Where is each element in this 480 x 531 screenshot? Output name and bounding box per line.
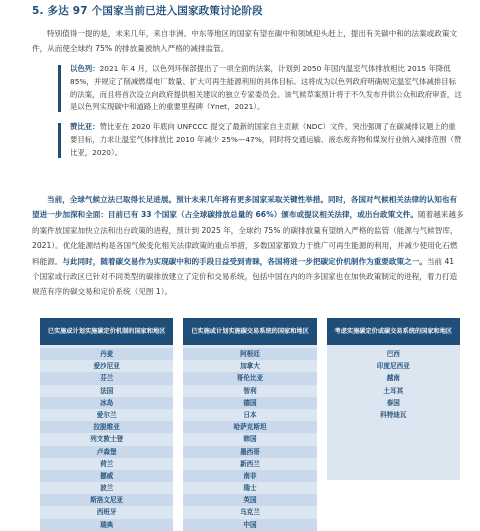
country-cell: 印度尼西亚: [376, 362, 410, 371]
country-cell: 列支敦士登: [90, 435, 124, 444]
callout-zambia: [58, 121, 463, 159]
country-cell: 乌克兰: [240, 508, 260, 517]
country-cell: 科特迪瓦: [380, 410, 407, 419]
column-header: 已实施或计划实施碳定价机制的国家和地区: [40, 318, 173, 345]
country-cell: 斯洛文尼亚: [40, 494, 173, 506]
country-callouts: [58, 63, 463, 167]
table-column-trading: [183, 318, 316, 529]
section-heading: 5. 多达 97 个国家当前已进入国家政策讨论阶段: [32, 5, 263, 17]
column-header: 考虑实施碳定价或碳交易系统的国家和地区: [327, 318, 460, 345]
country-cell: 巴西: [386, 350, 400, 358]
country-cell: 中国: [183, 519, 316, 531]
column-list: [40, 345, 173, 531]
column-list: [327, 345, 460, 480]
country-cell: 南非: [183, 470, 316, 482]
policy-bold: 与此同时，随着碳交易作为实现碳中和的手段日益受到青睐，各国将进一步把碳定价机制作为重要政策之一。: [62, 256, 427, 266]
country-cell: 瑞士: [243, 484, 257, 493]
country-cell: 瑞典: [40, 519, 173, 531]
country-cell: 哥伦比亚: [183, 372, 316, 384]
country-cell: 法国: [100, 386, 114, 395]
country-cell: 芬兰: [40, 372, 173, 384]
policy-tail: 当前 41 个国家或行政区已针对不同类型的碳排放建立了定价和交易系统，包括中国在内的许多国家也在加快政策制定的进程，着力打造规范有序的碳交易和定价系统（见图 1）。: [32, 256, 458, 297]
country-cell: 墨西哥: [183, 446, 316, 458]
country-cell: 荷兰: [100, 459, 114, 468]
country-cell: 泰国: [386, 398, 400, 407]
country-cell: 哈萨克斯坦: [183, 421, 316, 433]
table-column-pricing: [40, 318, 173, 529]
country-cell: 土耳其: [383, 386, 404, 395]
callout-label: 以色列：: [70, 64, 100, 73]
country-cell: 日本: [243, 410, 257, 419]
country-cell: 冰岛: [40, 397, 173, 409]
carbon-pricing-figure: [40, 318, 460, 529]
country-cell: 爱尔兰: [96, 410, 117, 419]
column-header: 已实施或计划实施碳交易系统的国家和地区: [183, 318, 316, 345]
policy-mid: 随着越来越多的案件放国家加快立法和出台政策的进程，预计到 2025 年，全球约 75% 的碳排放量有望纳入严格的监管（能源与气候智库，2021）。优化能源结构是各国气候变化相关法律政策的重点举措，多数国家都致力于推广可再生能源的利用，并减少使用化石燃料能源。: [32, 210, 464, 266]
country-cell: 德国: [183, 397, 316, 409]
table-column-considering: [327, 318, 460, 480]
policy-lead: 当前，全球气候立法已取得长足进展。预计未来几年将有更多国家采取关键性举措。同时，各国对气候相关法律的认知也有望进一步加深和全面：目前已有 33 个国家（占全球碳排放总量的 66%）颁布或提议相关法律，或出台政策文件。: [32, 195, 458, 220]
country-cell: 西班牙: [96, 508, 117, 517]
country-cell: 智利: [243, 386, 257, 395]
policy-paragraph: [32, 192, 464, 300]
column-list: [183, 345, 316, 531]
country-cell: 挪威: [40, 470, 173, 482]
country-cell: 拉脱维亚: [40, 421, 173, 433]
country-cell: 卢森堡: [40, 446, 173, 458]
country-cell: 越南: [386, 374, 400, 383]
intro-paragraph: 特别值得一提的是，未来几年，来自非洲、中东等地区的国家有望在碳中和领域迎头赶上，提出有关碳中和的法案或政策文件，从而使全球约 75% 的排放量被纳入严格的减排监管。: [32, 29, 458, 53]
callout-label: 赞比亚：: [70, 122, 100, 132]
callout-text: 2021 年 4 月，以色列环保部提出了一项全面的法案，计划到 2050 年国内温室气体排放相比 2015 年降低 85%，并规定了削减燃煤电厂数量、扩大可再生能源利用的具体目标。这将成为以色列政府明确规定温室气体减排目标的法案，而且将首次设立向政府提供相关建议的独立专家委员会。该气候草案预计将于不久发布并供公众和政府审查，这是以色列实现碳中和道路上的重要里程碑（Ynet，2021）。: [70, 64, 462, 112]
callout-accent-bar: [58, 123, 61, 157]
country-cell: 新西兰: [240, 459, 260, 468]
country-cell: 阿根廷: [183, 348, 316, 360]
callout-israel: [58, 63, 463, 114]
country-cell: 加拿大: [240, 362, 260, 371]
country-cell: 英国: [183, 494, 316, 506]
country-cell: 丹麦: [40, 348, 173, 360]
callout-text: 赞比亚在 2020 年底向 UNFCCC 提交了最新的国家自主贡献（NDC）文件，突出强调了在碳减排议题上的重要目标，力求让温室气体排放比 2010 年减少 25%—47%，同时将交通运输、液态废弃物和煤炭行业纳入减排范围（赞比亚，2020）。: [70, 122, 462, 157]
country-cell: 爱沙尼亚: [93, 362, 120, 371]
callout-accent-bar: [58, 65, 61, 112]
country-cell: 波兰: [100, 484, 114, 493]
country-cell: 韩国: [243, 435, 257, 444]
